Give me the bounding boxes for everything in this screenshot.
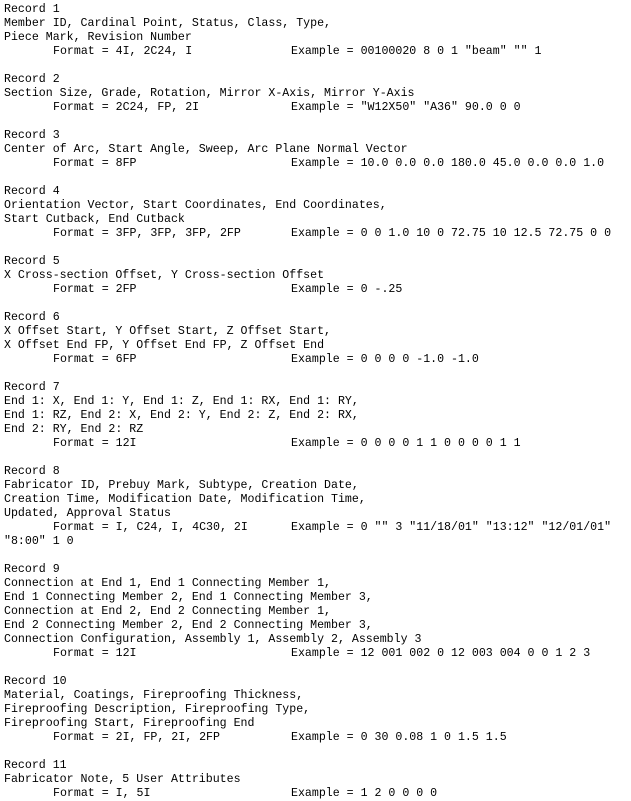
record-title: Record 11 bbox=[4, 759, 67, 772]
record-block bbox=[4, 255, 631, 297]
example-value: Example = 0 0 0 0 1 1 0 0 0 0 1 1 bbox=[291, 437, 521, 450]
record-fields-line: End 1 Connecting Member 2, End 1 Connecting Member 3, bbox=[4, 591, 373, 604]
record-block bbox=[4, 185, 631, 241]
format-example-line bbox=[4, 437, 631, 451]
record-fields-line: Section Size, Grade, Rotation, Mirror X-Axis, Mirror Y-Axis bbox=[4, 87, 415, 100]
record-fields-line: End 2 Connecting Member 2, End 2 Connecting Member 3, bbox=[4, 619, 373, 632]
example-value: Example = 12 001 002 0 12 003 004 0 0 1 2 3 bbox=[291, 647, 591, 660]
format-example-line bbox=[4, 521, 631, 535]
format-spec: Format = I, 5I bbox=[53, 787, 151, 800]
record-block bbox=[4, 73, 631, 115]
record-title: Record 4 bbox=[4, 185, 60, 198]
record-fields-line: Fireproofing Start, Fireproofing End bbox=[4, 717, 255, 730]
format-example-line bbox=[4, 283, 631, 297]
example-value: Example = "W12X50" "A36" 90.0 0 0 bbox=[291, 101, 521, 114]
format-spec: Format = 12I bbox=[53, 437, 137, 450]
format-example-line bbox=[4, 647, 631, 661]
record-title: Record 6 bbox=[4, 311, 60, 324]
format-example-line bbox=[4, 157, 631, 171]
record-block bbox=[4, 465, 631, 549]
record-title: Record 8 bbox=[4, 465, 60, 478]
format-spec: Format = 8FP bbox=[53, 157, 137, 170]
record-title: Record 3 bbox=[4, 129, 60, 142]
record-title: Record 9 bbox=[4, 563, 60, 576]
format-example-line bbox=[4, 227, 631, 241]
record-fields-line: Connection at End 1, End 1 Connecting Member 1, bbox=[4, 577, 331, 590]
example-value: Example = 0 30 0.08 1 0 1.5 1.5 bbox=[291, 731, 507, 744]
record-fields-line: Member ID, Cardinal Point, Status, Class, Type, bbox=[4, 17, 331, 30]
record-block bbox=[4, 675, 631, 745]
format-spec: Format = 4I, 2C24, I bbox=[53, 45, 193, 58]
example-value: Example = 1 2 0 0 0 0 bbox=[291, 787, 438, 800]
example-value: Example = 00100020 8 0 1 "beam" "" 1 bbox=[291, 45, 542, 58]
format-example-line bbox=[4, 787, 631, 801]
record-fields-line: X Offset End FP, Y Offset End FP, Z Offset End bbox=[4, 339, 325, 352]
example-value: Example = 0 -.25 bbox=[291, 283, 403, 296]
record-title: Record 5 bbox=[4, 255, 60, 268]
record-fields-line: Material, Coatings, Fireproofing Thickness, bbox=[4, 689, 304, 702]
record-block bbox=[4, 311, 631, 367]
record-title: Record 1 bbox=[4, 3, 60, 16]
record-fields-line: End 1: RZ, End 2: X, End 2: Y, End 2: Z, End 2: RX, bbox=[4, 409, 359, 422]
format-example-line bbox=[4, 45, 631, 59]
record-fields-line: X Offset Start, Y Offset Start, Z Offset Start, bbox=[4, 325, 331, 338]
format-spec: Format = 2C24, FP, 2I bbox=[53, 101, 200, 114]
example-value: Example = 10.0 0.0 0.0 180.0 45.0 0.0 0.0 1.0 bbox=[291, 157, 605, 170]
example-value-continuation: "8:00" 1 0 bbox=[4, 535, 74, 548]
record-block bbox=[4, 381, 631, 451]
record-fields-line: Fabricator ID, Prebuy Mark, Subtype, Creation Date, bbox=[4, 479, 359, 492]
example-value: Example = 0 0 0 0 -1.0 -1.0 bbox=[291, 353, 479, 366]
record-fields-line: Start Cutback, End Cutback bbox=[4, 213, 185, 226]
record-fields-line: Creation Time, Modification Date, Modification Time, bbox=[4, 493, 366, 506]
format-spec: Format = 12I bbox=[53, 647, 137, 660]
record-title: Record 2 bbox=[4, 73, 60, 86]
record-fields-line: X Cross-section Offset, Y Cross-section Offset bbox=[4, 269, 325, 282]
example-value: Example = 0 0 1.0 10 0 72.75 10 12.5 72.75 0 0 bbox=[291, 227, 612, 240]
record-fields-line: Connection at End 2, End 2 Connecting Member 1, bbox=[4, 605, 331, 618]
record-block bbox=[4, 3, 631, 59]
record-fields-line: Fireproofing Description, Fireproofing Type, bbox=[4, 703, 311, 716]
record-fields-line: Center of Arc, Start Angle, Sweep, Arc Plane Normal Vector bbox=[4, 143, 408, 156]
record-fields-line: End 2: RY, End 2: RZ bbox=[4, 423, 144, 436]
record-fields-line: Updated, Approval Status bbox=[4, 507, 171, 520]
record-fields-line: Fabricator Note, 5 User Attributes bbox=[4, 773, 241, 786]
format-spec: Format = 2I, FP, 2I, 2FP bbox=[53, 731, 220, 744]
format-spec: Format = 6FP bbox=[53, 353, 137, 366]
record-fields-line: Piece Mark, Revision Number bbox=[4, 31, 192, 44]
format-example-line bbox=[4, 101, 631, 115]
record-block bbox=[4, 759, 631, 801]
format-example-line bbox=[4, 731, 631, 745]
record-block bbox=[4, 563, 631, 661]
format-spec: Format = 2FP bbox=[53, 283, 137, 296]
record-fields-line: Connection Configuration, Assembly 1, Assembly 2, Assembly 3 bbox=[4, 633, 422, 646]
format-spec: Format = 3FP, 3FP, 3FP, 2FP bbox=[53, 227, 241, 240]
format-example-line bbox=[4, 353, 631, 367]
record-block bbox=[4, 129, 631, 171]
record-fields-line: End 1: X, End 1: Y, End 1: Z, End 1: RX, End 1: RY, bbox=[4, 395, 359, 408]
format-spec: Format = I, C24, I, 4C30, 2I bbox=[53, 521, 248, 534]
record-title: Record 7 bbox=[4, 381, 60, 394]
record-fields-line: Orientation Vector, Start Coordinates, End Coordinates, bbox=[4, 199, 387, 212]
example-value: Example = 0 "" 3 "11/18/01" "13:12" "12/01/01" bbox=[291, 521, 612, 534]
record-title: Record 10 bbox=[4, 675, 67, 688]
